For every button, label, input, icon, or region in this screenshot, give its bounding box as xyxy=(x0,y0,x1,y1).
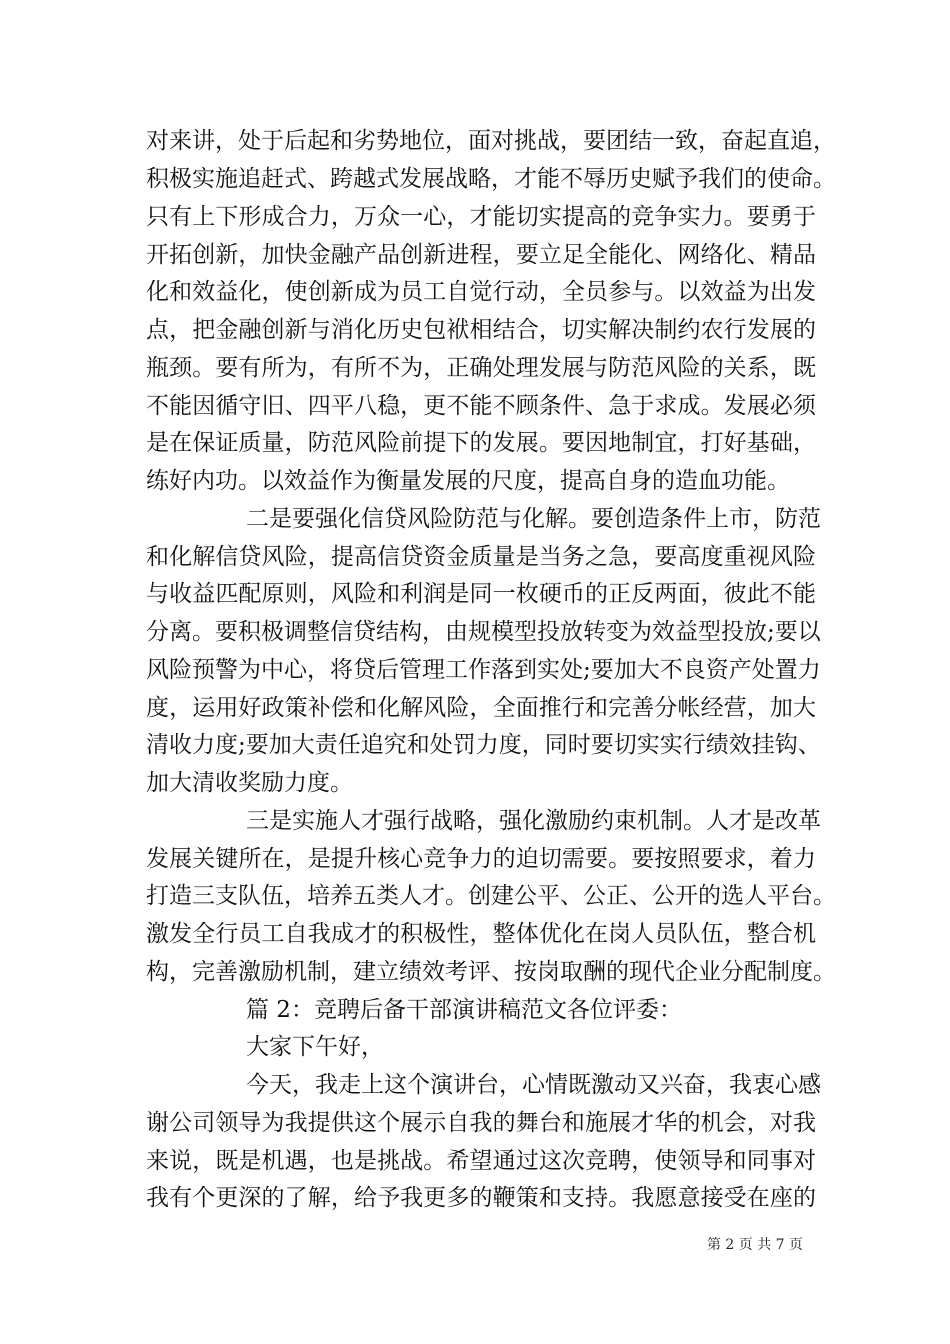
paragraph-line: 加大清收奖励力度。 xyxy=(146,770,353,796)
paragraph-line: 谢公司领导为我提供这个展示自我的舞台和施展才华的机会，对我 xyxy=(146,1110,816,1136)
paragraph-line: 瓶颈。要有所为，有所不为，正确处理发展与防范风险的关系，既 xyxy=(146,355,816,381)
paragraph-line: 是在保证质量，防范风险前提下的发展。要因地制宜，打好基础， xyxy=(146,430,816,456)
section-heading: 篇 2：竞聘后备干部演讲稿范文各位评委： xyxy=(246,997,682,1023)
paragraph-line: 开拓创新，加快金融产品创新进程，要立足全能化、网络化、精品 xyxy=(146,242,816,268)
paragraph-line: 练好内功。以效益作为衡量发展的尺度，提高自身的造血功能。 xyxy=(146,468,790,494)
page-number-footer: 第 2 页 共 7 页 xyxy=(706,1237,804,1253)
paragraph-line: 和化解信贷风险，提高信贷资金质量是当务之急，要高度重视风险 xyxy=(146,544,816,570)
paragraph-line: 打造三支队伍，培养五类人才。创建公平、公正、公开的选人平台。 xyxy=(146,883,836,909)
paragraph-line: 对来讲，处于后起和劣势地位，面对挑战，要团结一致，奋起直追， xyxy=(146,128,836,154)
paragraph-line: 积极实施追赶式、跨越式发展战略，才能不辱历史赋予我们的使命。 xyxy=(146,166,836,192)
greeting-line: 大家下午好， xyxy=(246,1034,384,1060)
paragraph-line: 只有上下形成合力，万众一心，才能切实提高的竞争实力。要勇于 xyxy=(146,204,816,230)
paragraph-line: 与收益匹配原则，风险和利润是同一枚硬币的正反两面，彼此不能 xyxy=(146,581,816,607)
paragraph-line: 度，运用好政策补偿和化解风险，全面推行和完善分帐经营，加大 xyxy=(146,695,816,721)
paragraph-line: 我有个更深的了解，给予我更多的鞭策和支持。我愿意接受在座的 xyxy=(146,1185,816,1211)
paragraph-line: 二是要强化信贷风险防范与化解。要创造条件上市，防范 xyxy=(246,506,821,532)
paragraph-line: 风险预警为中心，将贷后管理工作落到实处;要加大不良资产处置力 xyxy=(146,657,821,683)
paragraph-line: 清收力度;要加大责任追究和处罚力度，同时要切实实行绩效挂钩、 xyxy=(146,732,821,758)
paragraph-line: 发展关键所在，是提升核心竞争力的迫切需要。要按照要求，着力 xyxy=(146,846,816,872)
paragraph-line: 化和效益化，使创新成为员工自觉行动，全员参与。以效益为出发 xyxy=(146,279,816,305)
paragraph-line: 三是实施人才强行战略，强化激励约束机制。人才是改革 xyxy=(246,808,821,834)
paragraph-line: 来说，既是机遇，也是挑战。希望通过这次竞聘，使领导和同事对 xyxy=(146,1148,816,1174)
paragraph-line: 今天，我走上这个演讲台，心情既激动又兴奋，我衷心感 xyxy=(246,1072,821,1098)
paragraph-line: 激发全行员工自我成才的积极性，整体优化在岗人员队伍，整合机 xyxy=(146,921,816,947)
paragraph-line: 不能因循守旧、四平八稳，更不能不顾条件、急于求成。发展必须 xyxy=(146,393,816,419)
paragraph-line: 点，把金融创新与消化历史包袱相结合，切实解决制约农行发展的 xyxy=(146,317,816,343)
paragraph-line: 分离。要积极调整信贷结构，由规模型投放转变为效益型投放;要以 xyxy=(146,619,821,645)
paragraph-line: 构，完善激励机制，建立绩效考评、按岗取酬的现代企业分配制度。 xyxy=(146,959,836,985)
